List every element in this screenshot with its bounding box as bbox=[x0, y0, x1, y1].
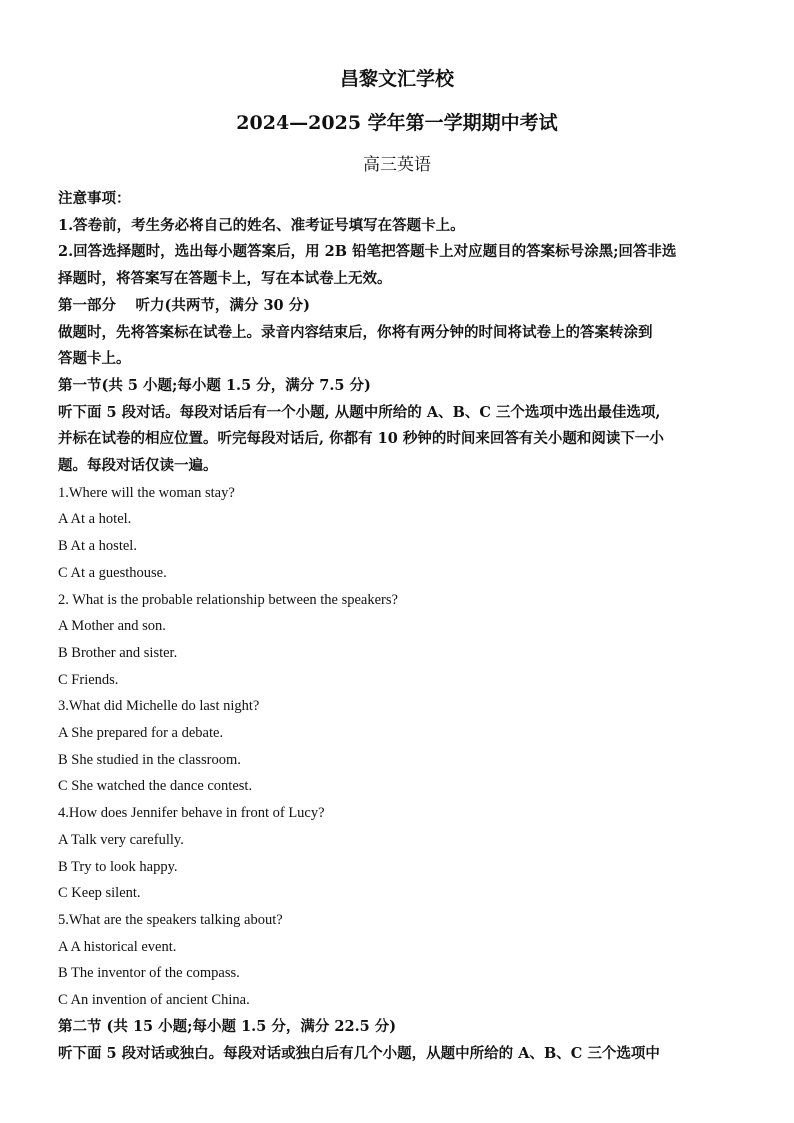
option-a: A Talk very carefully. bbox=[58, 831, 184, 848]
notes-item-2: 2.回答选择题时，选出每小题答案后，用 2B 铅笔把答题卡上对应题目的答案标号涂黑;回答非选 bbox=[58, 243, 677, 261]
part1-instructions: 做题时，先将答案标在试卷上。录音内容结束后，你将有两分钟的时间将试卷上的答案转涂到 bbox=[58, 323, 653, 341]
option-a: A Mother and son. bbox=[58, 618, 166, 635]
option-c: C At a guesthouse. bbox=[58, 564, 167, 581]
option-c: C Keep silent. bbox=[58, 885, 141, 902]
option-b: B The inventor of the compass. bbox=[58, 965, 240, 982]
option-b: B Brother and sister. bbox=[58, 644, 178, 661]
question-3 bbox=[58, 693, 738, 800]
question-text: 2. What is the probable relationship between the speakers? bbox=[58, 591, 398, 608]
option-c: C She watched the dance contest. bbox=[58, 778, 253, 795]
question-text: 5.What are the speakers talking about? bbox=[58, 911, 283, 928]
question-1 bbox=[58, 480, 738, 587]
question-text: 3.What did Michelle do last night? bbox=[58, 698, 260, 715]
option-a: A At a hotel. bbox=[58, 511, 132, 528]
option-a: A A historical event. bbox=[58, 938, 177, 955]
subject-title: 高三英语 bbox=[363, 155, 431, 175]
part1-title: 第一部分 听力(共两节，满分 30 分) bbox=[58, 296, 311, 314]
option-c: C An invention of ancient China. bbox=[58, 992, 250, 1009]
part1-instructions-cont: 答题卡上。 bbox=[58, 350, 131, 368]
option-c: C Friends. bbox=[58, 671, 119, 688]
notes-item-2-cont: 择题时，将答案写在答题卡上，写在本试卷上无效。 bbox=[58, 270, 392, 288]
section1-instructions-end: 题。每段对话仅读一遍。 bbox=[58, 457, 218, 475]
exam-title: 2024—2025 学年第一学期期中考试 bbox=[236, 112, 558, 134]
question-text: 4.How does Jennifer behave in front of Lucy? bbox=[58, 805, 325, 822]
section2-title: 第二节 (共 15 小题;每小题 1.5 分，满分 22.5 分) bbox=[58, 1017, 397, 1035]
notes-item-1: 1.答卷前，考生务必将自己的姓名、准考证号填写在答题卡上。 bbox=[58, 216, 465, 234]
section1-instructions: 听下面 5 段对话。每段对话后有一个小题, 从题中所给的 A、B、C 三个选项中选出最佳选项, bbox=[58, 403, 661, 421]
section1-title: 第一节(共 5 小题;每小题 1.5 分，满分 7.5 分) bbox=[58, 376, 371, 394]
section2-instructions: 听下面 5 段对话或独白。每段对话或独白后有几个小题，从题中所给的 A、B、C 三个选项中 bbox=[58, 1044, 660, 1062]
option-b: B At a hostel. bbox=[58, 538, 137, 555]
option-b: B She studied in the classroom. bbox=[58, 751, 241, 768]
question-2 bbox=[58, 587, 738, 694]
school-name: 昌黎文汇学校 bbox=[339, 68, 454, 90]
option-a: A She prepared for a debate. bbox=[58, 725, 224, 742]
question-text: 1.Where will the woman stay? bbox=[58, 484, 235, 501]
notes-title: 注意事项： bbox=[58, 190, 131, 207]
exam-body bbox=[58, 186, 738, 1067]
question-4 bbox=[58, 800, 738, 907]
option-b: B Try to look happy. bbox=[58, 858, 178, 875]
question-5 bbox=[58, 907, 738, 1014]
section1-instructions-cont: 并标在试卷的相应位置。听完每段对话后, 你都有 10 秒钟的时间来回答有关小题和阅读下一小 bbox=[58, 430, 664, 448]
